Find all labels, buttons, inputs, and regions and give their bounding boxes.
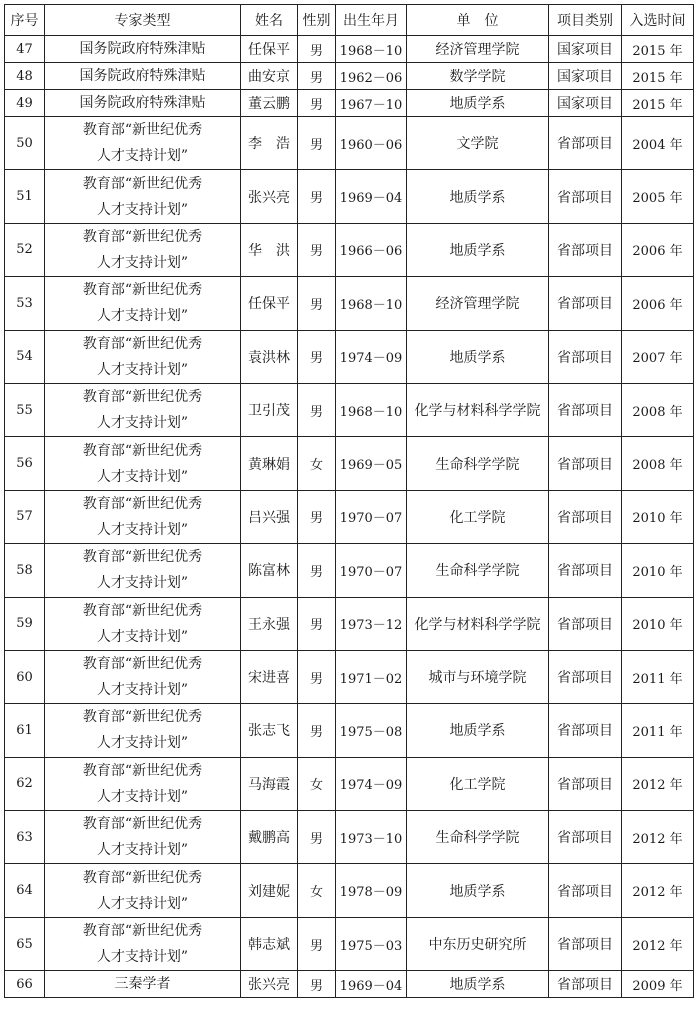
- cell-seq: 48: [5, 63, 45, 90]
- cell-unit: 化学与材料科学学院: [407, 597, 549, 650]
- cell-seq: 54: [5, 330, 45, 383]
- cell-gender: 男: [298, 277, 336, 330]
- cell-seq: 63: [5, 811, 45, 864]
- cell-birth: 1969－05: [336, 437, 407, 490]
- cell-year: 2007 年: [622, 330, 694, 383]
- cell-seq: 65: [5, 917, 45, 970]
- header-seq: 序号: [5, 5, 45, 36]
- experts-table: [4, 4, 694, 998]
- cell-gender: 女: [298, 864, 336, 917]
- cell-name: 张兴亮: [241, 170, 298, 223]
- cell-gender: 男: [298, 544, 336, 597]
- cell-proj: 省部项目: [549, 811, 622, 864]
- cell-unit: 地质学系: [407, 223, 549, 276]
- cell-year: 2011 年: [622, 650, 694, 703]
- cell-gender: 女: [298, 757, 336, 810]
- cell-birth: 1973－10: [336, 811, 407, 864]
- table-row: [5, 597, 694, 650]
- table-row: [5, 277, 694, 330]
- cell-birth: 1970－07: [336, 544, 407, 597]
- table-row: [5, 864, 694, 917]
- table-row: [5, 90, 694, 117]
- cell-proj: 国家项目: [549, 36, 622, 63]
- cell-name: 曲安京: [241, 63, 298, 90]
- cell-type: [45, 917, 241, 970]
- cell-type-line2: 人才支持计划”: [96, 201, 189, 218]
- cell-year: 2010 年: [622, 544, 694, 597]
- cell-proj: 省部项目: [549, 490, 622, 543]
- cell-type-line2: 人才支持计划”: [96, 842, 189, 859]
- cell-birth: 1969－04: [336, 971, 407, 998]
- cell-type: 三秦学者: [45, 971, 241, 998]
- cell-type-line1: 教育部“新世纪优秀: [82, 549, 203, 566]
- cell-type: [45, 330, 241, 383]
- cell-birth: 1975－03: [336, 917, 407, 970]
- cell-type: 国务院政府特殊津贴: [45, 36, 241, 63]
- cell-year: 2010 年: [622, 597, 694, 650]
- cell-gender: 男: [298, 223, 336, 276]
- cell-type: [45, 597, 241, 650]
- cell-year: 2015 年: [622, 63, 694, 90]
- cell-birth: 1960－06: [336, 117, 407, 170]
- cell-unit: 文学院: [407, 117, 549, 170]
- table-row: [5, 757, 694, 810]
- cell-unit: 地质学系: [407, 170, 549, 223]
- cell-birth: 1974－09: [336, 757, 407, 810]
- cell-year: 2012 年: [622, 757, 694, 810]
- table-row: [5, 704, 694, 757]
- cell-year: 2012 年: [622, 811, 694, 864]
- cell-name: 任保平: [241, 36, 298, 63]
- header-name: 姓名: [241, 5, 298, 36]
- cell-unit: 地质学系: [407, 971, 549, 998]
- cell-type: [45, 383, 241, 436]
- header-row: [5, 5, 694, 36]
- cell-type-line1: 教育部“新世纪优秀: [82, 656, 203, 673]
- cell-year: 2015 年: [622, 90, 694, 117]
- cell-name: 宋进喜: [241, 650, 298, 703]
- cell-proj: 省部项目: [549, 597, 622, 650]
- cell-seq: 50: [5, 117, 45, 170]
- header-proj: 项目类别: [549, 5, 622, 36]
- cell-type-line1: 教育部“新世纪优秀: [82, 228, 203, 245]
- cell-gender: 男: [298, 90, 336, 117]
- cell-birth: 1974－09: [336, 330, 407, 383]
- cell-unit: 地质学系: [407, 330, 549, 383]
- cell-type-line2: 人才支持计划”: [96, 308, 189, 325]
- cell-year: 2006 年: [622, 223, 694, 276]
- cell-name: 李 浩: [241, 117, 298, 170]
- cell-unit: 生命科学学院: [407, 544, 549, 597]
- cell-birth: 1968－10: [336, 383, 407, 436]
- cell-birth: 1970－07: [336, 490, 407, 543]
- cell-type: 国务院政府特殊津贴: [45, 63, 241, 90]
- cell-name: 戴鹏高: [241, 811, 298, 864]
- cell-seq: 47: [5, 36, 45, 63]
- cell-seq: 53: [5, 277, 45, 330]
- cell-seq: 49: [5, 90, 45, 117]
- cell-birth: 1968－10: [336, 277, 407, 330]
- cell-name: 马海霞: [241, 757, 298, 810]
- cell-seq: 66: [5, 971, 45, 998]
- cell-unit: 化学与材料科学学院: [407, 383, 549, 436]
- table-row: [5, 437, 694, 490]
- table-row: [5, 117, 694, 170]
- cell-gender: 男: [298, 704, 336, 757]
- cell-type-line1: 教育部“新世纪优秀: [82, 923, 203, 940]
- cell-type-line1: 教育部“新世纪优秀: [82, 762, 203, 779]
- cell-type-line1: 教育部“新世纪优秀: [82, 282, 203, 299]
- cell-year: 2011 年: [622, 704, 694, 757]
- cell-year: 2015 年: [622, 36, 694, 63]
- cell-gender: 男: [298, 917, 336, 970]
- cell-type-line1: 教育部“新世纪优秀: [82, 442, 203, 459]
- cell-name: 华 洪: [241, 223, 298, 276]
- cell-proj: 国家项目: [549, 90, 622, 117]
- cell-name: 陈富林: [241, 544, 298, 597]
- cell-type: [45, 704, 241, 757]
- cell-proj: 省部项目: [549, 223, 622, 276]
- cell-unit: 经济管理学院: [407, 36, 549, 63]
- cell-proj: 省部项目: [549, 704, 622, 757]
- cell-type-line2: 人才支持计划”: [96, 788, 189, 805]
- cell-birth: 1971－02: [336, 650, 407, 703]
- cell-birth: 1969－04: [336, 170, 407, 223]
- cell-type-line2: 人才支持计划”: [96, 895, 189, 912]
- cell-type-line2: 人才支持计划”: [96, 148, 189, 165]
- cell-birth: 1975－08: [336, 704, 407, 757]
- cell-type-line1: 教育部“新世纪优秀: [82, 495, 203, 512]
- cell-type-line2: 人才支持计划”: [96, 735, 189, 752]
- table-row: [5, 36, 694, 63]
- cell-proj: 省部项目: [549, 330, 622, 383]
- cell-name: 任保平: [241, 277, 298, 330]
- cell-year: 2012 年: [622, 917, 694, 970]
- cell-name: 黄琳娟: [241, 437, 298, 490]
- cell-year: 2010 年: [622, 490, 694, 543]
- cell-gender: 女: [298, 437, 336, 490]
- cell-gender: 男: [298, 330, 336, 383]
- cell-gender: 男: [298, 597, 336, 650]
- cell-unit: 地质学系: [407, 864, 549, 917]
- cell-type-line1: 教育部“新世纪优秀: [82, 602, 203, 619]
- cell-type: [45, 864, 241, 917]
- cell-seq: 55: [5, 383, 45, 436]
- header-gender: 性别: [298, 5, 336, 36]
- cell-type-line2: 人才支持计划”: [96, 361, 189, 378]
- cell-name: 刘建妮: [241, 864, 298, 917]
- table-row: [5, 917, 694, 970]
- cell-birth: 1978－09: [336, 864, 407, 917]
- cell-seq: 56: [5, 437, 45, 490]
- cell-unit: 生命科学学院: [407, 437, 549, 490]
- cell-type: [45, 490, 241, 543]
- cell-year: 2008 年: [622, 437, 694, 490]
- cell-name: 袁洪林: [241, 330, 298, 383]
- cell-type-line2: 人才支持计划”: [96, 254, 189, 271]
- cell-seq: 59: [5, 597, 45, 650]
- cell-type-line1: 教育部“新世纪优秀: [82, 122, 203, 139]
- cell-type: [45, 437, 241, 490]
- cell-type-line2: 人才支持计划”: [96, 575, 189, 592]
- cell-year: 2009 年: [622, 971, 694, 998]
- cell-proj: 省部项目: [549, 437, 622, 490]
- cell-proj: 省部项目: [549, 917, 622, 970]
- cell-gender: 男: [298, 170, 336, 223]
- cell-birth: 1962－06: [336, 63, 407, 90]
- cell-type-line1: 教育部“新世纪优秀: [82, 869, 203, 886]
- cell-year: 2005 年: [622, 170, 694, 223]
- cell-unit: 地质学系: [407, 704, 549, 757]
- cell-type: [45, 277, 241, 330]
- cell-name: 卫引茂: [241, 383, 298, 436]
- header-year: 入选时间: [622, 5, 694, 36]
- cell-proj: 省部项目: [549, 383, 622, 436]
- cell-gender: 男: [298, 63, 336, 90]
- cell-seq: 62: [5, 757, 45, 810]
- table-row: [5, 383, 694, 436]
- cell-proj: 国家项目: [549, 63, 622, 90]
- cell-type-line1: 教育部“新世纪优秀: [82, 389, 203, 406]
- header-birth: 出生年月: [336, 5, 407, 36]
- cell-type-line2: 人才支持计划”: [96, 682, 189, 699]
- cell-name: 韩志斌: [241, 917, 298, 970]
- cell-type-line1: 教育部“新世纪优秀: [82, 335, 203, 352]
- table-row: [5, 971, 694, 998]
- cell-seq: 51: [5, 170, 45, 223]
- table-row: [5, 490, 694, 543]
- header-type: 专家类型: [45, 5, 241, 36]
- table-row: [5, 223, 694, 276]
- cell-seq: 61: [5, 704, 45, 757]
- cell-type: 国务院政府特殊津贴: [45, 90, 241, 117]
- cell-type: [45, 757, 241, 810]
- cell-type-line2: 人才支持计划”: [96, 949, 189, 966]
- cell-seq: 60: [5, 650, 45, 703]
- cell-type: [45, 544, 241, 597]
- header-unit: 单 位: [407, 5, 549, 36]
- cell-name: 董云鹏: [241, 90, 298, 117]
- cell-year: 2012 年: [622, 864, 694, 917]
- cell-proj: 省部项目: [549, 117, 622, 170]
- table-row: [5, 170, 694, 223]
- cell-type-line2: 人才支持计划”: [96, 468, 189, 485]
- cell-type: [45, 170, 241, 223]
- cell-unit: 中东历史研究所: [407, 917, 549, 970]
- cell-gender: 男: [298, 117, 336, 170]
- cell-seq: 58: [5, 544, 45, 597]
- cell-proj: 省部项目: [549, 170, 622, 223]
- cell-name: 张志飞: [241, 704, 298, 757]
- cell-birth: 1968－10: [336, 36, 407, 63]
- cell-year: 2006 年: [622, 277, 694, 330]
- cell-proj: 省部项目: [549, 544, 622, 597]
- cell-unit: 生命科学学院: [407, 811, 549, 864]
- cell-year: 2004 年: [622, 117, 694, 170]
- cell-birth: 1967－10: [336, 90, 407, 117]
- cell-proj: 省部项目: [549, 650, 622, 703]
- cell-type: [45, 650, 241, 703]
- cell-unit: 化工学院: [407, 757, 549, 810]
- cell-type-line1: 教育部“新世纪优秀: [82, 816, 203, 833]
- cell-seq: 52: [5, 223, 45, 276]
- cell-name: 王永强: [241, 597, 298, 650]
- table-row: [5, 330, 694, 383]
- cell-type-line1: 教育部“新世纪优秀: [82, 175, 203, 192]
- cell-proj: 省部项目: [549, 971, 622, 998]
- cell-gender: 男: [298, 650, 336, 703]
- cell-birth: 1973－12: [336, 597, 407, 650]
- table-row: [5, 544, 694, 597]
- cell-seq: 57: [5, 490, 45, 543]
- cell-unit: 城市与环境学院: [407, 650, 549, 703]
- cell-unit: 化工学院: [407, 490, 549, 543]
- cell-type: [45, 117, 241, 170]
- cell-gender: 男: [298, 811, 336, 864]
- cell-unit: 经济管理学院: [407, 277, 549, 330]
- cell-gender: 男: [298, 383, 336, 436]
- cell-type-line2: 人才支持计划”: [96, 628, 189, 645]
- cell-proj: 省部项目: [549, 757, 622, 810]
- cell-gender: 男: [298, 971, 336, 998]
- table-row: [5, 811, 694, 864]
- cell-unit: 地质学系: [407, 90, 549, 117]
- cell-proj: 省部项目: [549, 277, 622, 330]
- cell-gender: 男: [298, 490, 336, 543]
- cell-type: [45, 223, 241, 276]
- cell-type-line2: 人才支持计划”: [96, 415, 189, 432]
- cell-type: [45, 811, 241, 864]
- cell-year: 2008 年: [622, 383, 694, 436]
- table-row: [5, 650, 694, 703]
- cell-unit: 数学学院: [407, 63, 549, 90]
- cell-name: 张兴亮: [241, 971, 298, 998]
- cell-type-line2: 人才支持计划”: [96, 521, 189, 538]
- cell-seq: 64: [5, 864, 45, 917]
- cell-gender: 男: [298, 36, 336, 63]
- cell-proj: 省部项目: [549, 864, 622, 917]
- cell-birth: 1966－06: [336, 223, 407, 276]
- cell-type-line1: 教育部“新世纪优秀: [82, 709, 203, 726]
- cell-name: 吕兴强: [241, 490, 298, 543]
- table-row: [5, 63, 694, 90]
